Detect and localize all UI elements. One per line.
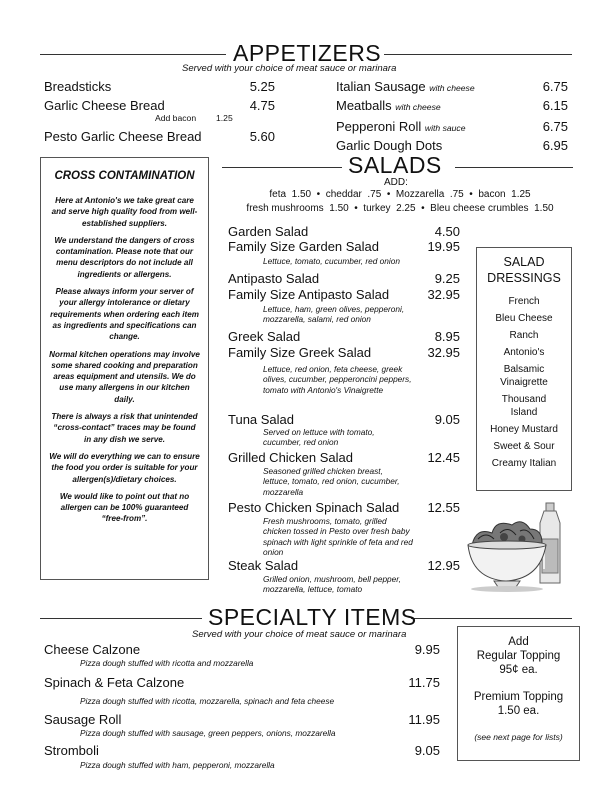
menu-item-description: Pizza dough stuffed with sausage, green peppers, onions, mozzarella <box>80 728 336 738</box>
menu-item-name: Sausage Roll <box>44 712 122 727</box>
menu-item-description: Pizza dough stuffed with ricotta, mozzarella, spinach and feta cheese <box>80 696 335 706</box>
menu-item-name: Grilled Chicken Salad <box>228 450 354 465</box>
toppings-box <box>457 626 580 761</box>
menu-item-price: 6.75 <box>542 119 568 134</box>
menu-item-name: Family Size Antipasto Salad <box>228 287 390 302</box>
menu-item-note: with cheese <box>429 83 475 93</box>
menu-item-description: Pizza dough stuffed with ham, pepperoni, mozzarella <box>80 760 275 770</box>
menu-item-name: Spinach & Feta Calzone <box>44 675 185 690</box>
menu-item-name: Greek Salad <box>228 329 301 344</box>
salads-title: SALADS <box>348 152 442 178</box>
menu-item-name: Cheese Calzone <box>44 642 141 657</box>
menu-item-description: Lettuce, tomato, cucumber, red onion <box>263 256 400 266</box>
menu-item-price: 32.95 <box>427 287 460 302</box>
menu-item-price: 32.95 <box>427 345 460 360</box>
menu-item-price: 11.95 <box>408 712 440 727</box>
cc-paragraph: There is always a risk that unintended “cross-contact” traces may be found in any dish we serve. <box>51 412 198 444</box>
menu-item-price: 5.25 <box>249 79 275 94</box>
cc-paragraph: Normal kitchen operations may involve some shared cooking and preparation areas equipment and utensils. We do use many allergens in our kitchen daily. <box>49 349 200 404</box>
menu-item-price: 4.50 <box>434 224 460 239</box>
toppings-premium-price: 1.50 ea. <box>497 705 540 717</box>
dressing-item: Sweet & Sour <box>493 441 555 452</box>
menu-item-price: 9.95 <box>414 642 440 657</box>
salads-add-line: fresh mushrooms 1.50 • turkey 2.25 • Bleu cheese crumbles 1.50 <box>246 203 554 214</box>
menu-item-name: Italian Sausage <box>336 79 426 94</box>
menu-item-price: 6.15 <box>542 98 568 113</box>
menu-item-description: Lettuce, red onion, feta cheese, greek olives, cucumber, pepperoncini peppers, tomato with Antonio's Vinaigrette <box>263 364 412 395</box>
cross-contamination-title: CROSS CONTAMINATION <box>54 170 195 182</box>
menu-item-name: Family Size Garden Salad <box>228 239 380 254</box>
menu-item-price: 12.45 <box>427 450 460 465</box>
cc-paragraph: Here at Antonio's we take great care and serve high quality food from well-established suppliers. <box>51 196 198 228</box>
salads-add-label: ADD: <box>384 177 408 188</box>
menu-item-description: Seasoned grilled chicken breast, lettuce, tomato, red onion, cucumber, mozzarella <box>263 466 400 497</box>
menu-item-price: 9.05 <box>434 412 460 427</box>
appetizers-subtitle: Served with your choice of meat sauce or marinara <box>182 63 397 74</box>
salad-bowl-illustration <box>464 495 574 595</box>
menu-item-price: 6.95 <box>542 138 568 153</box>
addon-label: Add bacon <box>155 113 197 123</box>
menu-item-description: Fresh mushrooms, tomato, grilled chicken tossed in Pesto over fresh baby spinach with light sprinkle of feta and red onion <box>263 516 413 557</box>
menu-item <box>336 79 475 94</box>
dressing-item: Bleu Cheese <box>495 313 553 324</box>
menu-item-price: 12.55 <box>427 500 460 515</box>
cc-paragraph: We understand the dangers of cross contamination. Please note that our menu descriptors do not include all ingredients or allergens. <box>54 235 195 279</box>
toppings-premium: Premium Topping <box>473 691 564 703</box>
addon-price: 1.25 <box>216 113 233 123</box>
dressing-item: Thousand Island <box>501 394 547 418</box>
cc-paragraph: Please always inform your server of your allergy intolerance or dietary requirements when ordering each item as ingredients and specifications can change. <box>50 287 199 342</box>
dressings-title: SALAD DRESSINGS <box>487 255 561 285</box>
dressing-item: Balsamic Vinaigrette <box>500 364 548 388</box>
cc-paragraph: We will do everything we can to ensure the food you order is suitable for your allergen(s)/dietary choices. <box>49 451 200 484</box>
salad-bowl-icon <box>468 522 546 592</box>
menu-item-name: Garlic Dough Dots <box>336 138 443 153</box>
menu-item-price: 9.05 <box>414 743 440 758</box>
menu-item-description: Lettuce, ham, green olives, pepperoni, mozzarella, salami, red onion <box>263 304 405 325</box>
menu-item-price: 11.75 <box>408 675 440 690</box>
menu-item-description: Pizza dough stuffed with ricotta and mozzarella <box>80 658 254 668</box>
dressing-item: French <box>508 296 540 307</box>
menu-item-description: Served on lettuce with tomato, cucumber, red onion <box>263 427 375 448</box>
toppings-regular-price: 95¢ ea. <box>499 664 538 676</box>
menu-item-note: with cheese <box>395 102 441 112</box>
cc-paragraph: We would like to point out that no allergen can be 100% guaranteed “free-from”. <box>59 491 190 524</box>
dressing-item: Honey Mustard <box>490 424 558 435</box>
toppings-note: (see next page for lists) <box>474 732 563 742</box>
menu-item-price: 5.60 <box>249 129 275 144</box>
menu-item-name: Pesto Garlic Cheese Bread <box>44 129 202 144</box>
menu-item-name: Steak Salad <box>228 558 299 573</box>
dressing-item: Creamy Italian <box>491 458 557 469</box>
dressing-item: Antonio's <box>503 347 545 358</box>
menu-item-name: Stromboli <box>44 743 99 758</box>
menu-item-name: Family Size Greek Salad <box>228 345 372 360</box>
menu-item-name: Pesto Chicken Spinach Salad <box>228 500 400 515</box>
menu-item-price: 8.95 <box>434 329 460 344</box>
specialty-title: SPECIALTY ITEMS <box>208 604 417 630</box>
menu-item-name: Garlic Cheese Bread <box>44 98 165 113</box>
salad-dressings-box <box>476 247 572 491</box>
menu-item-name: Garden Salad <box>228 224 309 239</box>
menu-item-note: with sauce <box>424 123 466 133</box>
menu-item-name: Antipasto Salad <box>228 271 320 286</box>
menu-item-price: 19.95 <box>427 239 460 254</box>
cross-contamination-box <box>40 157 209 580</box>
menu-item <box>336 119 466 134</box>
toppings-regular: Regular Topping <box>476 650 561 662</box>
dressing-item: Ranch <box>509 330 539 341</box>
salads-add-line: feta 1.50 • cheddar .75 • Mozzarella .75 • bacon 1.25 <box>269 189 531 200</box>
specialty-subtitle: Served with your choice of meat sauce or marinara <box>192 629 407 640</box>
menu-item-description: Grilled onion, mushroom, bell pepper, mozzarella, lettuce, tomato <box>263 574 401 595</box>
appetizers-title: APPETIZERS <box>233 40 382 66</box>
menu-item-price: 4.75 <box>249 98 275 113</box>
menu-item-name: Tuna Salad <box>228 412 295 427</box>
toppings-add: Add <box>508 636 529 648</box>
menu-item-price: 6.75 <box>542 79 568 94</box>
menu-item-name: Meatballs <box>336 98 392 113</box>
menu-item-name: Breadsticks <box>44 79 112 94</box>
menu-item <box>336 98 441 113</box>
menu-item-name: Pepperoni Roll <box>336 119 422 134</box>
menu-item-price: 12.95 <box>427 558 460 573</box>
menu-item-price: 9.25 <box>434 271 460 286</box>
